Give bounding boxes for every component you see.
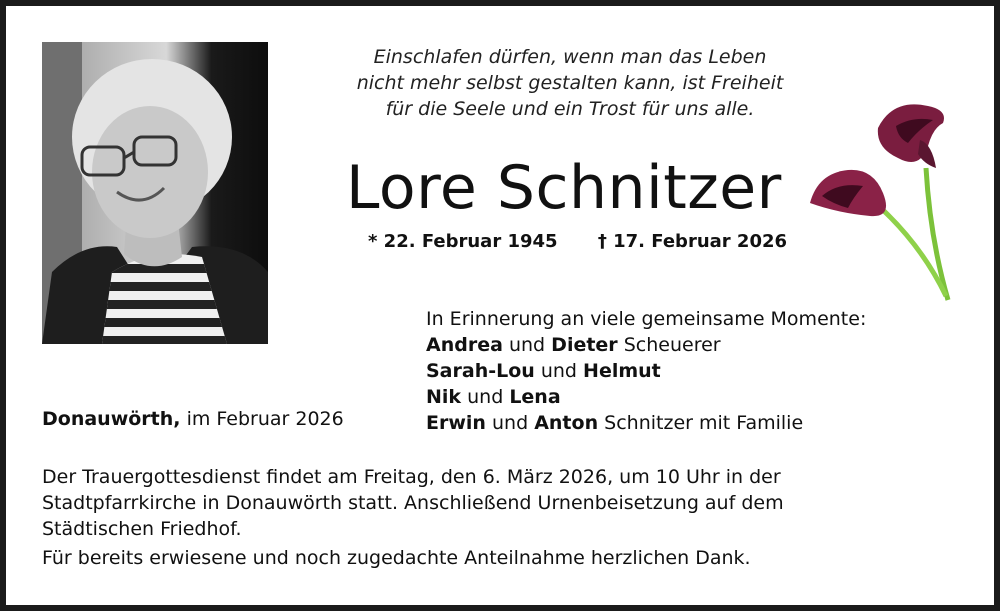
connector: und bbox=[540, 360, 577, 382]
family-name: Nik bbox=[426, 386, 462, 408]
place-date bbox=[42, 406, 344, 432]
connector: und bbox=[492, 412, 529, 434]
family-surname: Scheuerer bbox=[623, 334, 721, 356]
connector: und bbox=[467, 386, 504, 408]
family-name: Sarah-Lou bbox=[426, 360, 535, 382]
family-surname: Schnitzer mit Familie bbox=[604, 412, 804, 434]
family-line bbox=[426, 358, 866, 384]
calla-lily-illustration bbox=[808, 98, 958, 303]
portrait-photo bbox=[42, 42, 268, 344]
thanks-text: Für bereits erwiesene und noch zugedachte Anteilnahme herzlichen Dank. bbox=[42, 547, 751, 569]
death-date: † 17. Februar 2026 bbox=[597, 231, 788, 252]
family-name: Anton bbox=[534, 412, 599, 434]
service-line: Stadtpfarrkirche in Donauwörth statt. Anschließend Urnenbeisetzung auf dem bbox=[42, 492, 784, 514]
service-line: Der Trauergottesdienst findet am Freitag, den 6. März 2026, um 10 Uhr in der bbox=[42, 466, 781, 488]
deceased-name: Lore Schnitzer bbox=[346, 153, 782, 223]
memory-section bbox=[426, 306, 866, 436]
family-name: Andrea bbox=[426, 334, 503, 356]
connector: und bbox=[508, 334, 546, 356]
place-month: im Februar 2026 bbox=[186, 408, 344, 430]
service-info bbox=[42, 464, 784, 542]
family-line bbox=[426, 410, 866, 436]
birth-date: * 22. Februar 1945 bbox=[368, 231, 558, 252]
family-line bbox=[426, 384, 866, 410]
place-town: Donauwörth, bbox=[42, 408, 181, 430]
life-dates bbox=[368, 231, 787, 252]
family-name: Dieter bbox=[551, 334, 618, 356]
memory-intro: In Erinnerung an viele gemeinsame Momente: bbox=[426, 308, 867, 330]
quote-line: nicht mehr selbst gestalten kann, ist Freiheit bbox=[356, 72, 784, 94]
quote-line: Einschlafen dürfen, wenn man das Leben bbox=[373, 46, 767, 68]
family-name: Helmut bbox=[583, 360, 661, 382]
quote-line: für die Seele und ein Trost für uns alle. bbox=[385, 98, 755, 120]
service-line: Städtischen Friedhof. bbox=[42, 518, 242, 540]
family-name: Lena bbox=[509, 386, 561, 408]
family-name: Erwin bbox=[426, 412, 486, 434]
memorial-quote bbox=[330, 44, 810, 122]
family-line bbox=[426, 332, 866, 358]
